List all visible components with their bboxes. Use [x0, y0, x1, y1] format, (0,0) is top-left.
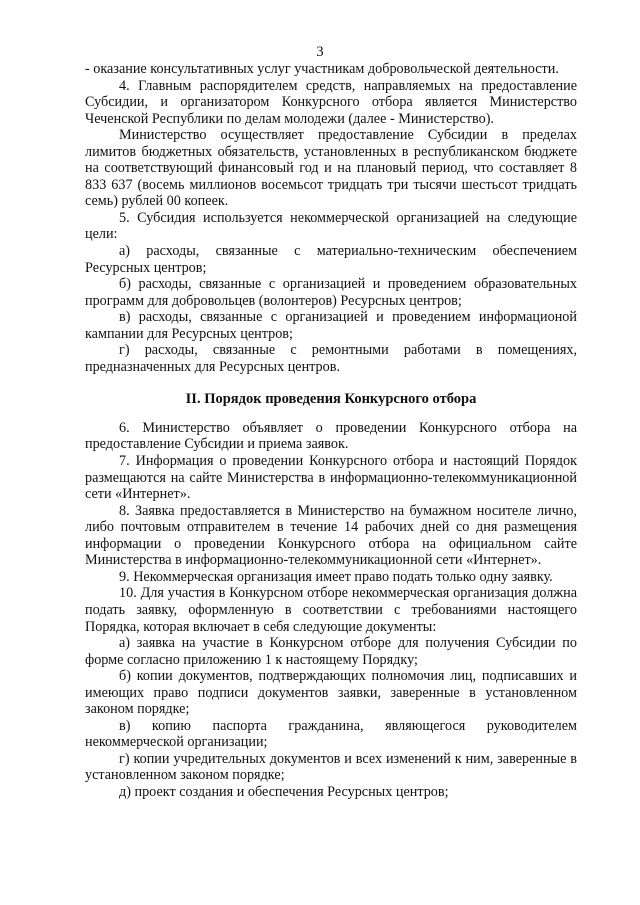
section-heading: II. Порядок проведения Конкурсного отбора: [185, 391, 477, 408]
paragraph-one-application: 9. Некоммерческая организация имеет право подать только одну заявку.: [119, 568, 553, 585]
paragraph-budget-limits: Министерство осуществляет предоставление Субсидии в пределах лимитов бюджетных обязательств, установленных в республиканском бюджете на соответствующий финансовый год и на плановый период, что составляет 8 833 637 (восемь миллионов восемьсот тридцать три тысячи шестьсот тридцать семь) рублей 00 копеек.: [85, 127, 577, 210]
list-item-application-form: а) заявка на участие в Конкурсном отборе для получения Субсидии по форме согласно приложению 1 к настоящему Порядку;: [85, 635, 577, 668]
document-body: [85, 61, 577, 803]
list-item-resource-centers-project: д) проект создания и обеспечения Ресурсных центров;: [119, 783, 449, 800]
paragraph-publication: 7. Информация о проведении Конкурсного отбора и настоящий Порядок размещаются на сайте Министерства в информационно-телекоммуникационной сети «Интернет».: [85, 453, 577, 503]
paragraph-subsidy-purposes: 5. Субсидия используется некоммерческой организацией на следующие цели:: [85, 209, 577, 243]
page-number: 3: [316, 44, 324, 60]
list-item-authority-documents: б) копии документов, подтверждающих полномочия лиц, подписавших и имеющих право подписи документов заявки, заверенные в установленном законом порядке;: [85, 668, 577, 718]
footer-space: [85, 801, 577, 803]
paragraph-required-documents: 10. Для участия в Конкурсном отборе некоммерческая организация должна подать заявку, оформленную в соответствии с требованиями настоящего Порядка, которая включает в себя следующие документы:: [85, 585, 577, 635]
list-item-founding-documents: г) копии учредительных документов и всех изменений к ним, заверенные в установленном законом порядке;: [85, 750, 577, 784]
paragraph-main-manager: 4. Главным распорядителем средств, направляемых на предоставление Субсидии, и организатором Конкурсного отбора является Министерство Чеченской Республики по делам молодежи (далее - Министерство).: [85, 77, 577, 127]
list-item-material-support: а) расходы, связанные с материально-техническим обеспечением Ресурсных центров;: [85, 243, 577, 276]
list-item-passport-copy: в) копию паспорта гражданина, являющегося руководителем некоммерческой организации;: [85, 717, 577, 751]
paragraph-application-submission: 8. Заявка предоставляется в Министерство на бумажном носителе лично, либо почтовым отправителем в течение 14 рабочих дней со дня размещения информации о проведении Конкурсного отбора на официальном сайте Министерства в информационно-телекоммуникационной сети «Интернет».: [85, 502, 577, 569]
list-item-repair-works: г) расходы, связанные с ремонтными работами в помещениях, предназначенных для Ресурсных центров.: [85, 342, 577, 375]
paragraph-announcement: 6. Министерство объявляет о проведении Конкурсного отбора на предоставление Субсидии и приема заявок.: [85, 419, 577, 453]
list-item-educational-programs: б) расходы, связанные с организацией и проведением образовательных программ для добровольцев (волонтеров) Ресурсных центров;: [85, 276, 577, 309]
list-item-information-campaign: в) расходы, связанные с организацией и проведением информационой кампании для Ресурсных центров;: [85, 309, 577, 342]
paragraph-volunteer-consulting: - оказание консультативных услуг участникам добровольческой деятельности.: [85, 61, 559, 77]
